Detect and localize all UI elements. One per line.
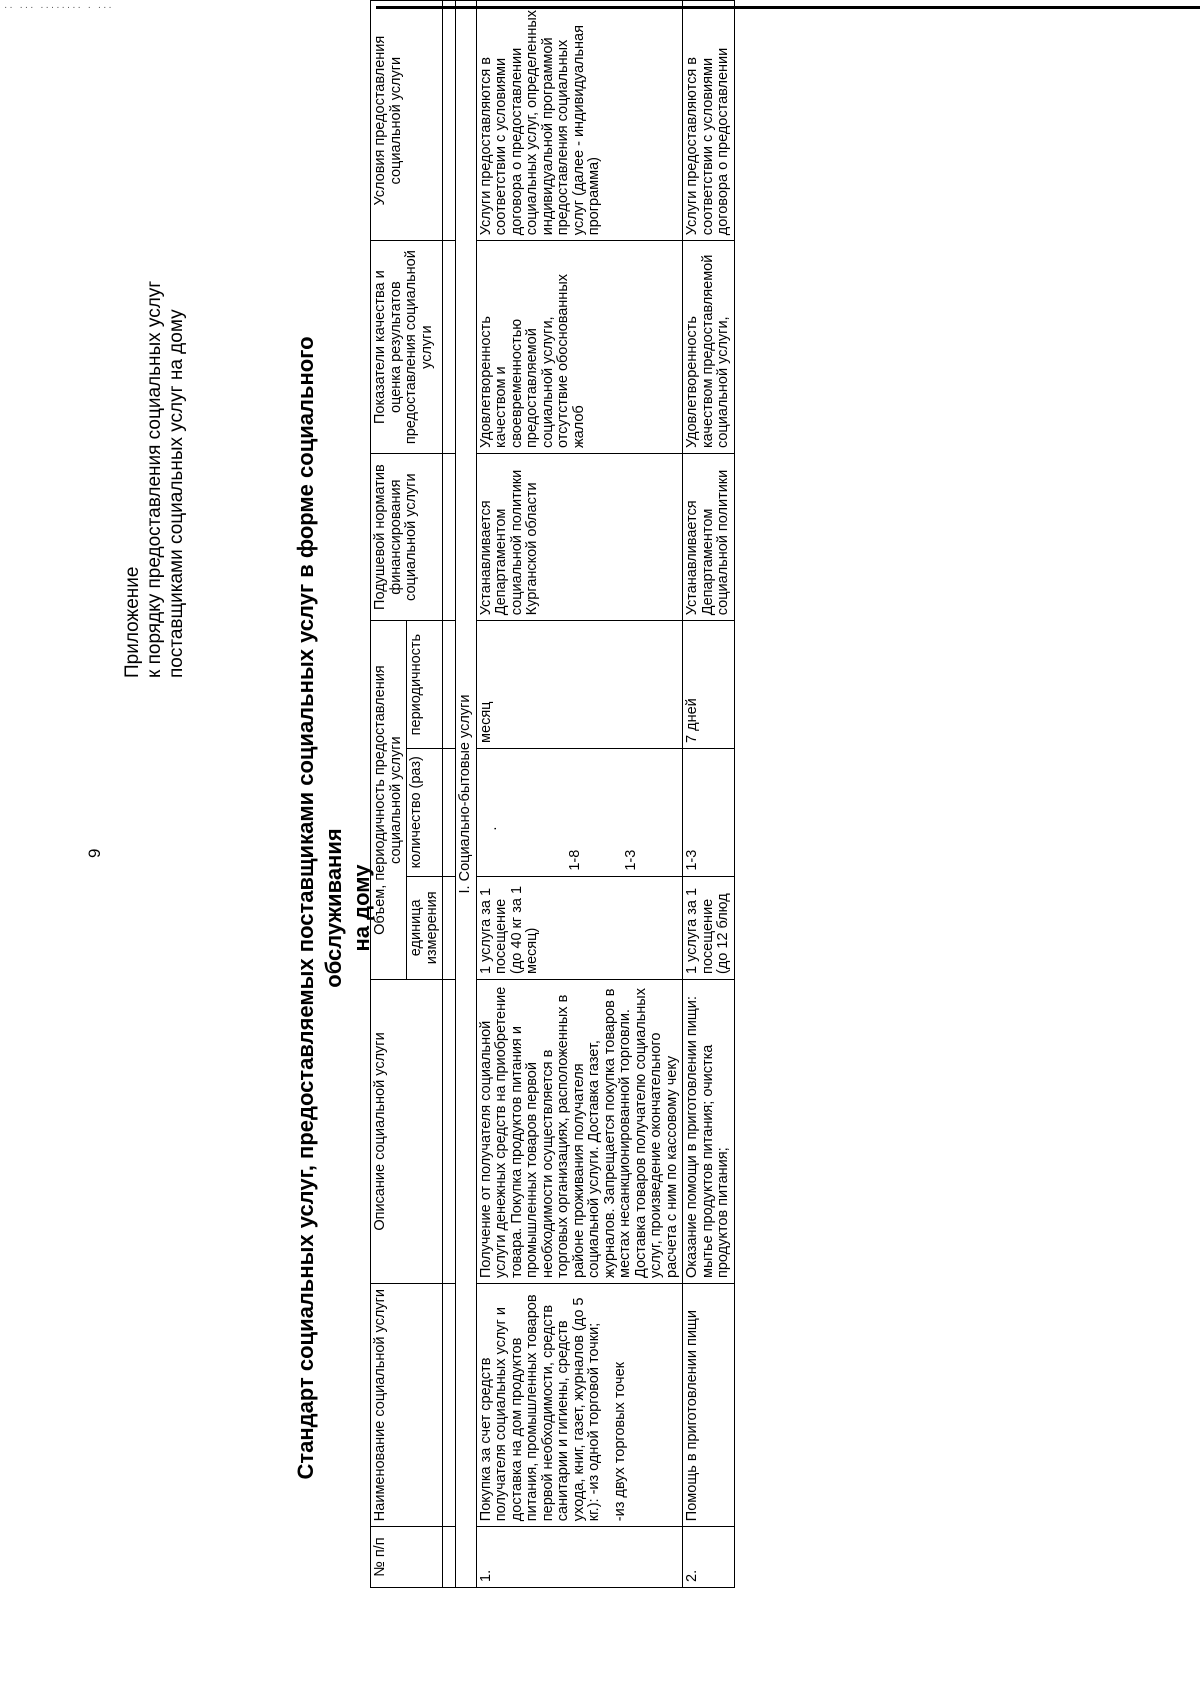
col-name-header: Наименование социальной услуги (371, 1284, 443, 1527)
row2-norm: Устанавливается Департаментом социальной политики (683, 454, 735, 621)
row2-periodicity: 7 дней (683, 621, 735, 749)
col-num-header: № п/п (371, 1527, 443, 1588)
row2-name: Помощь в приготовлении пищи (683, 1284, 735, 1527)
row1-unit: 1 услуга за 1 посещение (до 40 кг за 1 месяц) (476, 876, 683, 979)
row2-description: Оказание помощи в приготовлении пищи: мытье продуктов питания; очистка продуктов питания; (683, 980, 735, 1284)
col-periodicity-header: периодичность (407, 621, 443, 749)
table-row (476, 1, 683, 1588)
row1-name-sub: -из двух торговых точек (611, 1361, 628, 1522)
col-norm-header: Подушевой норматив финансирования социальной услуги (371, 454, 443, 621)
row1-name-main: Покупка за счет средств получателя социальных услуг и доставка на дом продуктов питания, промышленных товаров первой необходимости, средств санитарии и гигиены, средств ухода, книг, газет, журналов (до 5 кг.): -из одной торговой точки; (477, 1294, 602, 1522)
row1-quantity (476, 748, 683, 876)
row2-num: 2. (683, 1527, 735, 1588)
row2-quantity: 1-3 (683, 748, 735, 876)
table-row (683, 1, 735, 1588)
document-title (292, 258, 376, 1558)
row1-quantity-a: 1-8 (567, 849, 583, 871)
appendix-header (122, 281, 188, 678)
row1-conditions: Услуги предоставляются в соответствии с условиями договора о предоставлении социальных услуг, определенных индивидуальной программой предоставления социальных услуг (далее - индивидуальная программа) (476, 1, 683, 241)
row1-quantity-dot: . (483, 826, 500, 831)
spacer-row (443, 1, 456, 1588)
col-quantity-header: количество (раз) (407, 748, 443, 876)
section-title: I. Социально-бытовые услуги (456, 1, 477, 1588)
col-description-header: Описание социальной услуги (371, 980, 443, 1284)
standard-table (370, 0, 735, 1588)
row1-quality: Удовлетворенность качеством и своевременностью предоставляемой социальной услуги, отсутствие обоснованных жалоб (476, 241, 683, 454)
row1-name (476, 1284, 683, 1527)
col-quality-header: Показатели качества и оценка результатов предоставления социальной услуги (371, 241, 443, 454)
appendix-line3: поставщиками социальных услуг на дому (166, 309, 187, 678)
document-title-line1: Стандарт социальных услуг, предоставляемых поставщиками социальных услуг в форме социального обслуживания (293, 336, 346, 1480)
appendix-line2: к порядку предоставления социальных услуг (144, 280, 165, 678)
document-title-line2: на дому (349, 864, 374, 952)
row1-description: Получение от получателя социальной услуги денежных средств на приобретение товара. Покупка продуктов питания и промышленных товаров первой необходимости осуществляется в торговых организациях, расположенных в районе проживания получателя социальной услуги. Доставка газет, журналов. Запрещается покупка товаров в местах несанкционированной торговли. Доставка товаров получателю социальных услуг, произведение окончательного расчета с ним по кассовому чеку (476, 980, 683, 1284)
row2-conditions: Услуги предоставляются в соответствии с условиями договора о предоставлении (683, 1, 735, 241)
col-unit-header: единица измерения (407, 876, 443, 979)
row1-norm: Устанавливается Департаментом социальной политики Курганской области (476, 454, 683, 621)
row2-quality: Удовлетворенность качеством предоставляемой социальной услуги, (683, 241, 735, 454)
col-volume-group-header: Объем, периодичность предоставления социальной услуги (371, 621, 407, 980)
header-row-1 (371, 1, 407, 1588)
appendix-title: Приложение (122, 566, 143, 678)
section-row (456, 1, 477, 1588)
row1-periodicity: месяц (476, 621, 683, 749)
page-number: 9 (85, 848, 104, 858)
scan-edge-noise: ·· ··· ········ · ··· (4, 2, 114, 13)
row2-unit: 1 услуга за 1 посещение (до 12 блюд (683, 876, 735, 979)
col-conditions-header: Условия предоставления социальной услуги (371, 1, 443, 241)
row1-num: 1. (476, 1527, 683, 1588)
row1-quantity-b: 1-3 (622, 849, 639, 871)
